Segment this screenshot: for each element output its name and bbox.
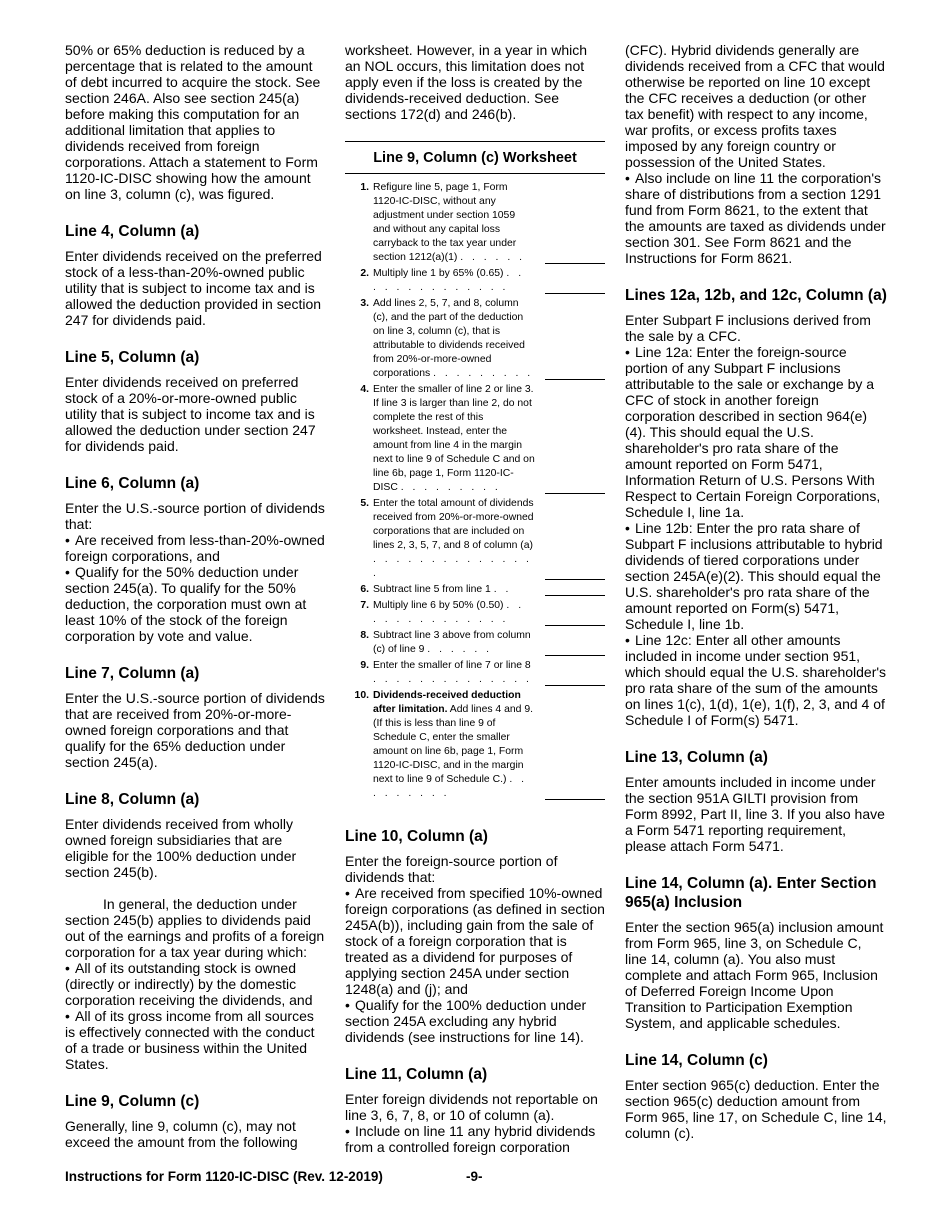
line13-heading: Line 13, Column (a) [625,749,768,766]
worksheet-item-number: 1. [360,182,369,193]
worksheet-item-number: 8. [360,630,369,641]
line14c-heading: Line 14, Column (c) [625,1052,768,1069]
line4-text: Enter dividends received on the preferred stock of a less-than-20%-owned public utility that is subject to income tax and is allowed the deduction provided in section 247 for dividends paid. [65,248,322,328]
line6-heading: Line 6, Column (a) [65,475,200,492]
line12-bullet-1: • Line 12a: Enter the foreign-source portion of any Subpart F inclusions attributable to the sale or exchange by a CFC of stock in another foreign corporation described in section 964(e)(4). This should equal the U.S. shareholder's pro rata share of the amount reported on Form 5471, Information Return of U.S. Persons With Respect to Certain Foreign Corporations, Schedule I, line 1a. [625,344,887,520]
column-left [65,42,325,1150]
worksheet-item-number: 9. [360,660,369,671]
worksheet-item-leader-dots: . . . . . . [460,252,525,263]
footer-title: Instructions for Form 1120-IC-DISC (Rev. 12-2019) [65,1169,383,1184]
worksheet-item-body: Enter the smaller of line 7 or line 8 [373,660,531,671]
worksheet [345,141,605,801]
col3-intro: (CFC). Hybrid dividends generally are dividends received from a CFC that would otherwise be reported on line 10 except the CFC receives a deduction (or other tax benefit) with respect to any income, war profits, or excess profits taxes imposed by any foreign country or possession of the United States. [625,42,885,170]
worksheet-item-text [373,181,535,265]
worksheet-item-number: 5. [360,498,369,509]
line8-heading: Line 8, Column (a) [65,791,200,808]
line9-heading: Line 9, Column (c) [65,1093,200,1110]
worksheet-item [345,383,605,495]
worksheet-item-body: Refigure line 5, page 1, Form 1120-IC-DISC, without any adjustment under section 1059 and without any capital loss carryback to the tax year under section 1212(a)(1) [373,182,517,263]
worksheet-item [345,583,605,597]
worksheet-item-text [373,297,535,381]
worksheet-entry-line[interactable] [545,625,605,626]
line12-text: Enter Subpart F inclusions derived from the sale by a CFC. [625,312,871,344]
worksheet-item [345,599,605,627]
page-number: -9- [466,1169,483,1184]
worksheet-item-body: Multiply line 6 by 50% (0.50) [373,600,504,611]
worksheet-item [345,689,605,801]
line8-bullet-2: • All of its gross income from all sources is effectively connected with the conduct of a trade or business within the United States. [65,1008,325,1072]
worksheet-item-text [373,383,535,495]
line11-bullet-1: • Include on line 11 any hybrid dividends from a controlled foreign corporation [345,1123,605,1155]
line14a-heading: Line 14, Column (a). Enter Section 965(a) Inclusion [625,875,877,911]
worksheet-item-number: 7. [360,600,369,611]
worksheet-item-text [373,599,535,627]
line14a-text: Enter the section 965(a) inclusion amount from Form 965, line 3, on Schedule C, line 14, column (a). You also must complete and attach Form 965, Inclusion of Deferred Foreign Income Upon Transition to Participation Exemption System, and applicable schedules. [625,919,884,1031]
worksheet-entry-line[interactable] [545,493,605,494]
worksheet-item-number: 6. [360,584,369,595]
col2-intro: worksheet. However, in a year in which an NOL occurs, this limitation does not apply even if the loss is created by the dividends-received deduction. See sections 172(d) and 246(b). [345,42,587,122]
worksheet-item-body: Add lines 4 and 9. (If this is less than line 9 of Schedule C, enter the smaller amount on line 6b, page 1, Form 1120-IC-DISC, and in the margin next to line 9 of Schedule C.) [373,704,533,785]
worksheet-item [345,497,605,581]
worksheet-item-text [373,629,535,657]
worksheet-item-body: Enter the smaller of line 2 or line 3. If line 3 is larger than line 2, do not complete the rest of this worksheet. Instead, enter the amount from line 4 in the margin next to line 9 of Schedule C and on line 6b, page 1, Form 1120-IC-DISC [373,384,535,493]
worksheet-item-number: 4. [360,384,369,395]
line10-heading: Line 10, Column (a) [345,828,488,845]
worksheet-entry-line[interactable] [545,655,605,656]
line14c-text: Enter section 965(c) deduction. Enter the section 965(c) deduction amount from Form 965, line 17, on Schedule C, line 14, column (c). [625,1077,887,1141]
worksheet-entry-line[interactable] [545,799,605,800]
worksheet-entry-line[interactable] [545,293,605,294]
worksheet-item [345,267,605,295]
worksheet-item-leader-dots: . . . . . . . . . . . . . . [373,268,525,293]
worksheet-title: Line 9, Column (c) Worksheet [345,142,605,174]
worksheet-item-leader-dots: . . . . . . [427,644,493,655]
line9-text: Generally, line 9, column (c), may not exceed the amount from the following [65,1118,298,1150]
worksheet-item [345,629,605,657]
worksheet-entry-line[interactable] [545,579,605,580]
col1-intro: 50% or 65% deduction is reduced by a percentage that is related to the amount of debt incurred to acquire the stock. See section 246A. Also see section 245(a) before making this computation for an additional limitation that applies to dividends received from foreign corporations. Attach a statement to Form 1120-IC-DISC showing how the amount on line 3, column (c), was figured. [65,42,321,202]
worksheet-item-body: Subtract line 5 from line 1 [373,584,491,595]
column-right [625,42,887,1141]
worksheet-item-leader-dots: . . . . . . . . . [433,368,534,379]
line5-text: Enter dividends received on preferred stock of a 20%-or-more-owned public utility that is subject to income tax and is allowed the deduction under section 247 for dividends paid. [65,374,316,454]
line12-bullet-2: • Line 12b: Enter the pro rata share of Subpart F inclusions attributable to hybrid dividends of tiered corporations under section 245A(e)(2). This should equal the U.S. shareholder's pro rata share of the amount reported on Form(s) 5471, Schedule I, line 1b. [625,520,887,632]
line6-bullet-2: • Qualify for the 50% deduction under section 245(a). To qualify for the 50% deduction, the corporation must own at least 10% of the stock of the foreign corporation by vote and value. [65,564,325,644]
worksheet-item-text [373,497,535,581]
line10-bullet-2: • Qualify for the 100% deduction under section 245A excluding any hybrid dividends (see instructions for line 14). [345,997,605,1045]
line12-heading: Lines 12a, 12b, and 12c, Column (a) [625,287,887,304]
worksheet-entry-line[interactable] [545,263,605,264]
line8-text: Enter dividends received from wholly owned foreign subsidiaries that are eligible for the 100% deduction under section 245(b). [65,816,297,880]
line12-bullet-3: • Line 12c: Enter all other amounts included in income under section 951, which should equal the U.S. shareholder's pro rata share of the sum of the amounts on lines 1(c), 1(d), 1(e), 1(f), 2, 3, and 4 of Schedule I of Form(s) 5471. [625,632,887,728]
line7-heading: Line 7, Column (a) [65,665,200,682]
line10-text: Enter the foreign-source portion of dividends that: [345,853,558,885]
worksheet-item-leader-dots: . . . . . . . . . [373,774,527,799]
line11-heading: Line 11, Column (a) [345,1066,488,1083]
worksheet-item-text [373,659,535,687]
worksheet-item-number: 2. [360,268,369,279]
worksheet-item [345,181,605,265]
line4-heading: Line 4, Column (a) [65,223,200,240]
worksheet-item-text [373,267,535,295]
line6-text: Enter the U.S.-source portion of dividends that: [65,500,325,532]
worksheet-item-leader-dots: . . [493,584,512,595]
worksheet-item-leader-dots: . . . . . . . . . . . . . . [373,674,532,685]
worksheet-item-text [373,583,535,597]
worksheet-item [345,297,605,381]
worksheet-item-bold-text: Dividends-received deduction after limitation. [373,690,521,715]
worksheet-item-number: 10. [354,690,369,701]
line11-text: Enter foreign dividends not reportable on line 3, 6, 7, 8, or 10 of column (a). [345,1091,598,1123]
line5-heading: Line 5, Column (a) [65,349,200,366]
worksheet-item-text [373,689,535,801]
line6-bullet-1: • Are received from less-than-20%-owned foreign corporations, and [65,532,325,564]
worksheet-entry-line[interactable] [545,379,605,380]
line8-text-2: In general, the deduction under section 245(b) applies to dividends paid out of the earnings and profits of a foreign corporation for a tax year during which: [65,896,325,960]
worksheet-item-leader-dots: . . . . . . . . . . . . . . [373,600,525,625]
worksheet-item-leader-dots: . . . . . . . . . [400,482,501,493]
worksheet-item [345,659,605,687]
worksheet-item-body: Add lines 2, 5, 7, and 8, column (c), and the part of the deduction on line 3, column (c), that is attributable to dividends received from 20%-or-more-owned corporations [373,298,525,379]
worksheet-entry-line[interactable] [545,595,605,596]
worksheet-item-body: Multiply line 1 by 65% (0.65) [373,268,504,279]
line8-bullet-1: • All of its outstanding stock is owned (directly or indirectly) by the domestic corporation receiving the dividends, and [65,960,325,1008]
worksheet-list [345,181,605,801]
line10-bullet-1: • Are received from specified 10%-owned foreign corporations (as defined in section 245A(b)), including gain from the sale of stock of a foreign corporation that is treated as a dividend for purposes of applying section 245A under section 1248(a) and (j); and [345,885,605,997]
worksheet-item-leader-dots: . . . . . . . . . . . . . . . [373,554,532,579]
line13-text: Enter amounts included in income under the section 951A GILTI provision from Form 8992, Part II, line 3. If you also have a Form 5471 reporting requirement, please attach Form 5471. [625,774,885,854]
worksheet-item-body: Subtract line 3 above from column (c) of line 9 [373,630,531,655]
worksheet-item-number: 3. [360,298,369,309]
col3-intro-bullet: • Also include on line 11 the corporation's share of distributions from a section 1291 fund from Form 8621, to the extent that the amounts are taxed as dividends under section 301. See Form 8621 and the Instructions for Form 8621. [625,170,887,266]
line7-text: Enter the U.S.-source portion of dividends that are received from 20%-or-more-owned foreign corporations and that qualify for the 65% deduction under section 245(a). [65,690,325,770]
column-middle [345,42,605,1155]
worksheet-entry-line[interactable] [545,685,605,686]
worksheet-item-body: Enter the total amount of dividends received from 20%-or-more-owned corporations that are included on lines 2, 3, 5, 7, and 8 of column (a) [373,498,534,551]
